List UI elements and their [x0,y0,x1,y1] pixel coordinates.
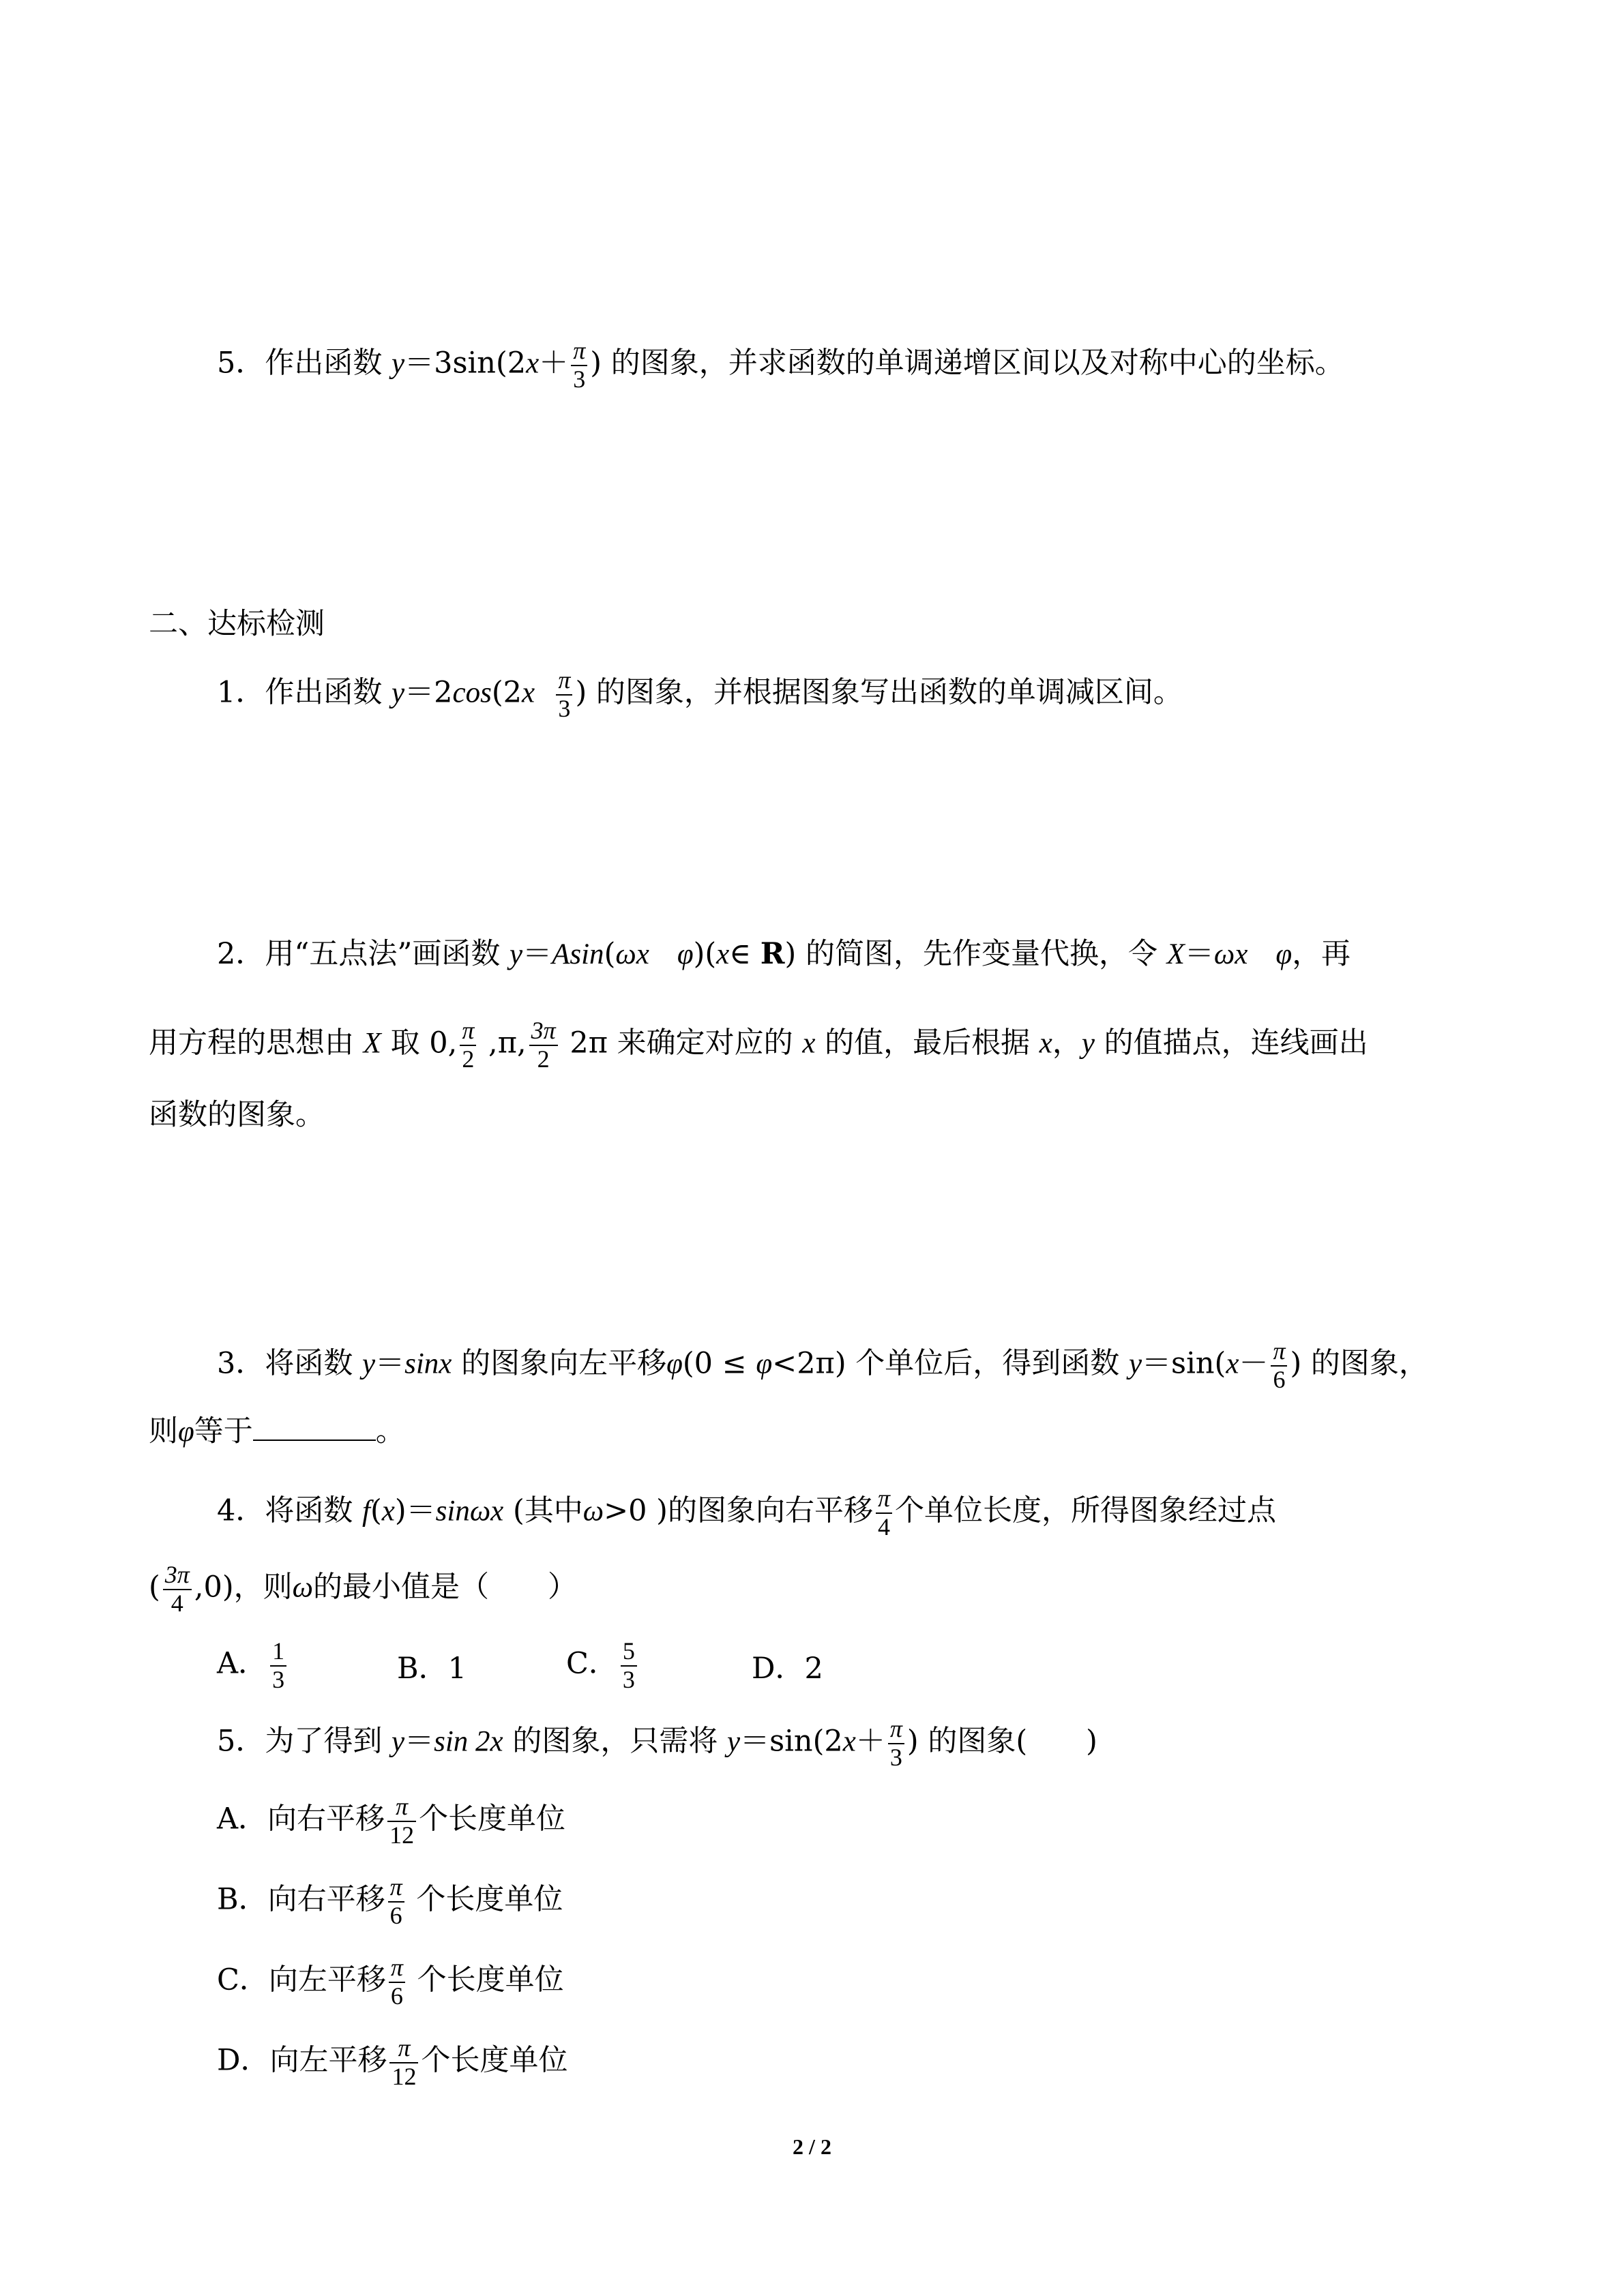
option-text: A．向右平移 [217,1802,385,1836]
fraction [888,1716,904,1771]
text: ωx [1213,938,1248,970]
question-4-option-b[interactable]: B．1 [397,1652,467,1686]
var-x: x [802,1027,816,1060]
text: <2π) [772,1346,846,1381]
text: 的值描点，连线画出 [1094,1026,1368,1060]
text: sinωx [435,1495,504,1527]
question-5-option-c[interactable] [217,1954,564,2010]
text: ω [582,1495,604,1527]
text: 个单位后，得到函数 [846,1346,1129,1381]
question-5-option-d[interactable] [217,2035,567,2090]
option-text: 个长度单位 [419,1802,566,1836]
fraction [1271,1338,1287,1393]
fraction [571,338,587,393]
text: ＝3sin(2 [404,346,527,381]
text: ， [1052,1026,1082,1060]
text: ＋ [539,346,569,381]
question-3-line-1 [217,1338,1428,1393]
var-x-upper: X [1166,938,1185,970]
fraction [460,1017,476,1073]
text: (其中 [503,1493,583,1528]
text: 的值，最后根据 [815,1026,1039,1060]
fraction [529,1017,558,1073]
text: )( [693,937,717,971]
text: 等于 [194,1414,253,1448]
question-5-option-a[interactable] [217,1793,565,1849]
var-x: x [521,676,535,709]
var-x: x [842,1725,856,1758]
text: ＋ [855,1724,885,1759]
var-x: x [1226,1347,1239,1380]
var-x: x [526,347,540,380]
text: 4．将函数 [217,1493,363,1528]
denominator: 6 [389,1901,402,1929]
section-heading: 二、达标检测 [149,607,325,641]
fraction [388,1874,404,1929]
question-5-top [217,338,1344,393]
numerator: π [387,1793,416,1822]
text: 的简图，先作变量代换，令 [796,937,1167,971]
fraction [163,1562,192,1617]
denominator: 3 [573,365,586,393]
var-x: x [381,1495,395,1527]
text: (2 [491,675,522,710]
denominator: 3 [558,694,571,722]
text: ，再 [1292,937,1351,971]
var-y: y [392,676,405,709]
var-y: y [1081,1027,1095,1060]
text: 的图象，并根据图象写出函数的单调减区间。 [587,675,1183,710]
question-2-line-1 [217,937,1351,971]
text: >0 ) [604,1493,668,1528]
text: ＝ [522,937,552,971]
text: ) [394,1493,407,1528]
option-text: 个长度单位 [407,1882,563,1917]
question-4-option-c[interactable] [566,1638,640,1693]
fraction [556,667,572,722]
option-text: C．向左平移 [217,1963,386,1997]
text: ＝2 [404,675,453,710]
text: － [1239,1346,1269,1381]
text: ( [370,1493,382,1528]
text: ＝ [1184,937,1214,971]
text: sin [570,938,604,970]
text: ) [590,346,602,381]
text: ＝sin(2 [740,1724,843,1759]
var-y: y [392,1725,405,1758]
fraction [876,1485,892,1540]
page-number: 2 / 2 [793,2134,831,2159]
text: 的图象，并求函数的单调递增区间以及对称中心的坐标。 [602,346,1344,381]
text: φ [666,1347,683,1380]
answer-blank[interactable] [253,1419,376,1441]
var-y: y [1128,1347,1142,1380]
var-x-upper: X [363,1027,381,1060]
text: ＝ [375,1346,405,1381]
text: ＝ [406,1493,436,1528]
fraction [389,1954,405,2010]
question-5-option-b[interactable] [217,1874,563,1929]
fraction [389,2035,418,2090]
text: 的图象，只需将 [503,1724,727,1759]
question-3-line-2 [149,1414,405,1448]
numerator: π [556,667,572,696]
denominator: 4 [877,1512,890,1540]
denominator: 2 [537,1045,550,1073]
question-5 [217,1716,1097,1771]
question-4-option-a[interactable] [217,1638,289,1693]
numerator: π [1271,1338,1287,1367]
text: 的图象向右平移 [667,1493,873,1528]
text: 5．为了得到 [217,1724,392,1759]
text: ∈ [729,937,761,971]
text: 1．作出函数 [217,675,392,710]
text: φ [178,1416,194,1448]
numerator: π [389,2035,418,2063]
text: ) [1290,1346,1302,1381]
numerator: π [888,1716,904,1744]
text: ω [292,1571,314,1604]
option-text: 个长度单位 [421,2043,568,2078]
text: ＝sin( [1142,1346,1226,1381]
question-4-line-2 [149,1562,577,1617]
text: 3．将函数 [217,1346,363,1381]
question-4-line-1 [217,1485,1276,1540]
var-y: y [510,938,523,970]
text: 的最小值是（ ） [313,1570,578,1605]
option-label: C． [566,1646,618,1681]
question-2-line-3: 函数的图象。 [149,1098,325,1132]
denominator: 3 [272,1665,285,1693]
text: cos [452,676,492,709]
numerator: π [389,1954,405,1983]
numerator: π [388,1874,404,1903]
fraction [621,1638,637,1693]
denominator: 12 [392,2062,417,2090]
numerator: π [571,338,587,366]
var-y: y [392,347,405,380]
var-y: y [727,1725,741,1758]
text: ＝ [404,1724,434,1759]
fraction [270,1638,286,1693]
var-y: y [362,1347,376,1380]
text: 个单位长度，所得图象经过点 [895,1493,1276,1528]
set-r: R [760,937,785,971]
var-x: x [716,938,730,970]
numerator: 1 [270,1638,286,1667]
text: ，则 [233,1570,293,1605]
text: ) [575,675,587,710]
text: 来确定对应的 [608,1026,803,1060]
numerator: 3π [529,1017,558,1046]
fraction [387,1793,416,1849]
denominator: 12 [389,1821,415,1849]
text: 5．作出函数 [217,346,392,381]
text: 。 [375,1414,405,1448]
denominator: 3 [622,1665,635,1693]
var-f: f [362,1495,370,1527]
text: (0 ≤ [682,1346,756,1381]
text: ,π, [479,1026,527,1060]
text: ωx [615,938,649,970]
text: 的图象， [1301,1346,1428,1381]
denominator: 2 [462,1045,475,1073]
text: 的图象向左平移 [452,1346,667,1381]
denominator: 6 [390,1982,403,2010]
text: ( [604,937,616,971]
numerator: π [876,1485,892,1514]
numerator: 3π [163,1562,192,1590]
text: 2π [560,1026,608,1060]
denominator: 3 [889,1743,902,1771]
text: φ [756,1347,773,1380]
numerator: 5 [621,1638,637,1667]
text: ,0) [194,1570,234,1605]
text: 则 [149,1414,178,1448]
text: 的图象( ) [918,1724,1097,1759]
question-2-line-2 [149,1017,1368,1073]
var-x: x [1039,1027,1052,1060]
option-label: A． [217,1646,268,1681]
text: 2．用“五点法”画函数 [217,937,510,971]
option-text: B．向右平移 [217,1882,385,1917]
text: 用方程的思想由 [149,1026,364,1060]
denominator: 4 [171,1589,183,1617]
text: ) [906,1724,919,1759]
text: 取 0, [381,1026,458,1060]
denominator: 6 [1273,1365,1286,1393]
option-text: D．向左平移 [217,2043,387,2078]
numerator: π [460,1017,476,1046]
text: ( [149,1570,160,1605]
text: sinx [404,1347,452,1380]
text: ) [784,937,797,971]
text: sin 2x [434,1725,503,1758]
question-4-option-d[interactable]: D．2 [752,1652,823,1686]
text: φ [1275,938,1293,970]
var-a: A [552,938,570,970]
question-1 [217,667,1183,722]
option-text: 个长度单位 [407,1963,564,1997]
text: φ [677,938,694,970]
